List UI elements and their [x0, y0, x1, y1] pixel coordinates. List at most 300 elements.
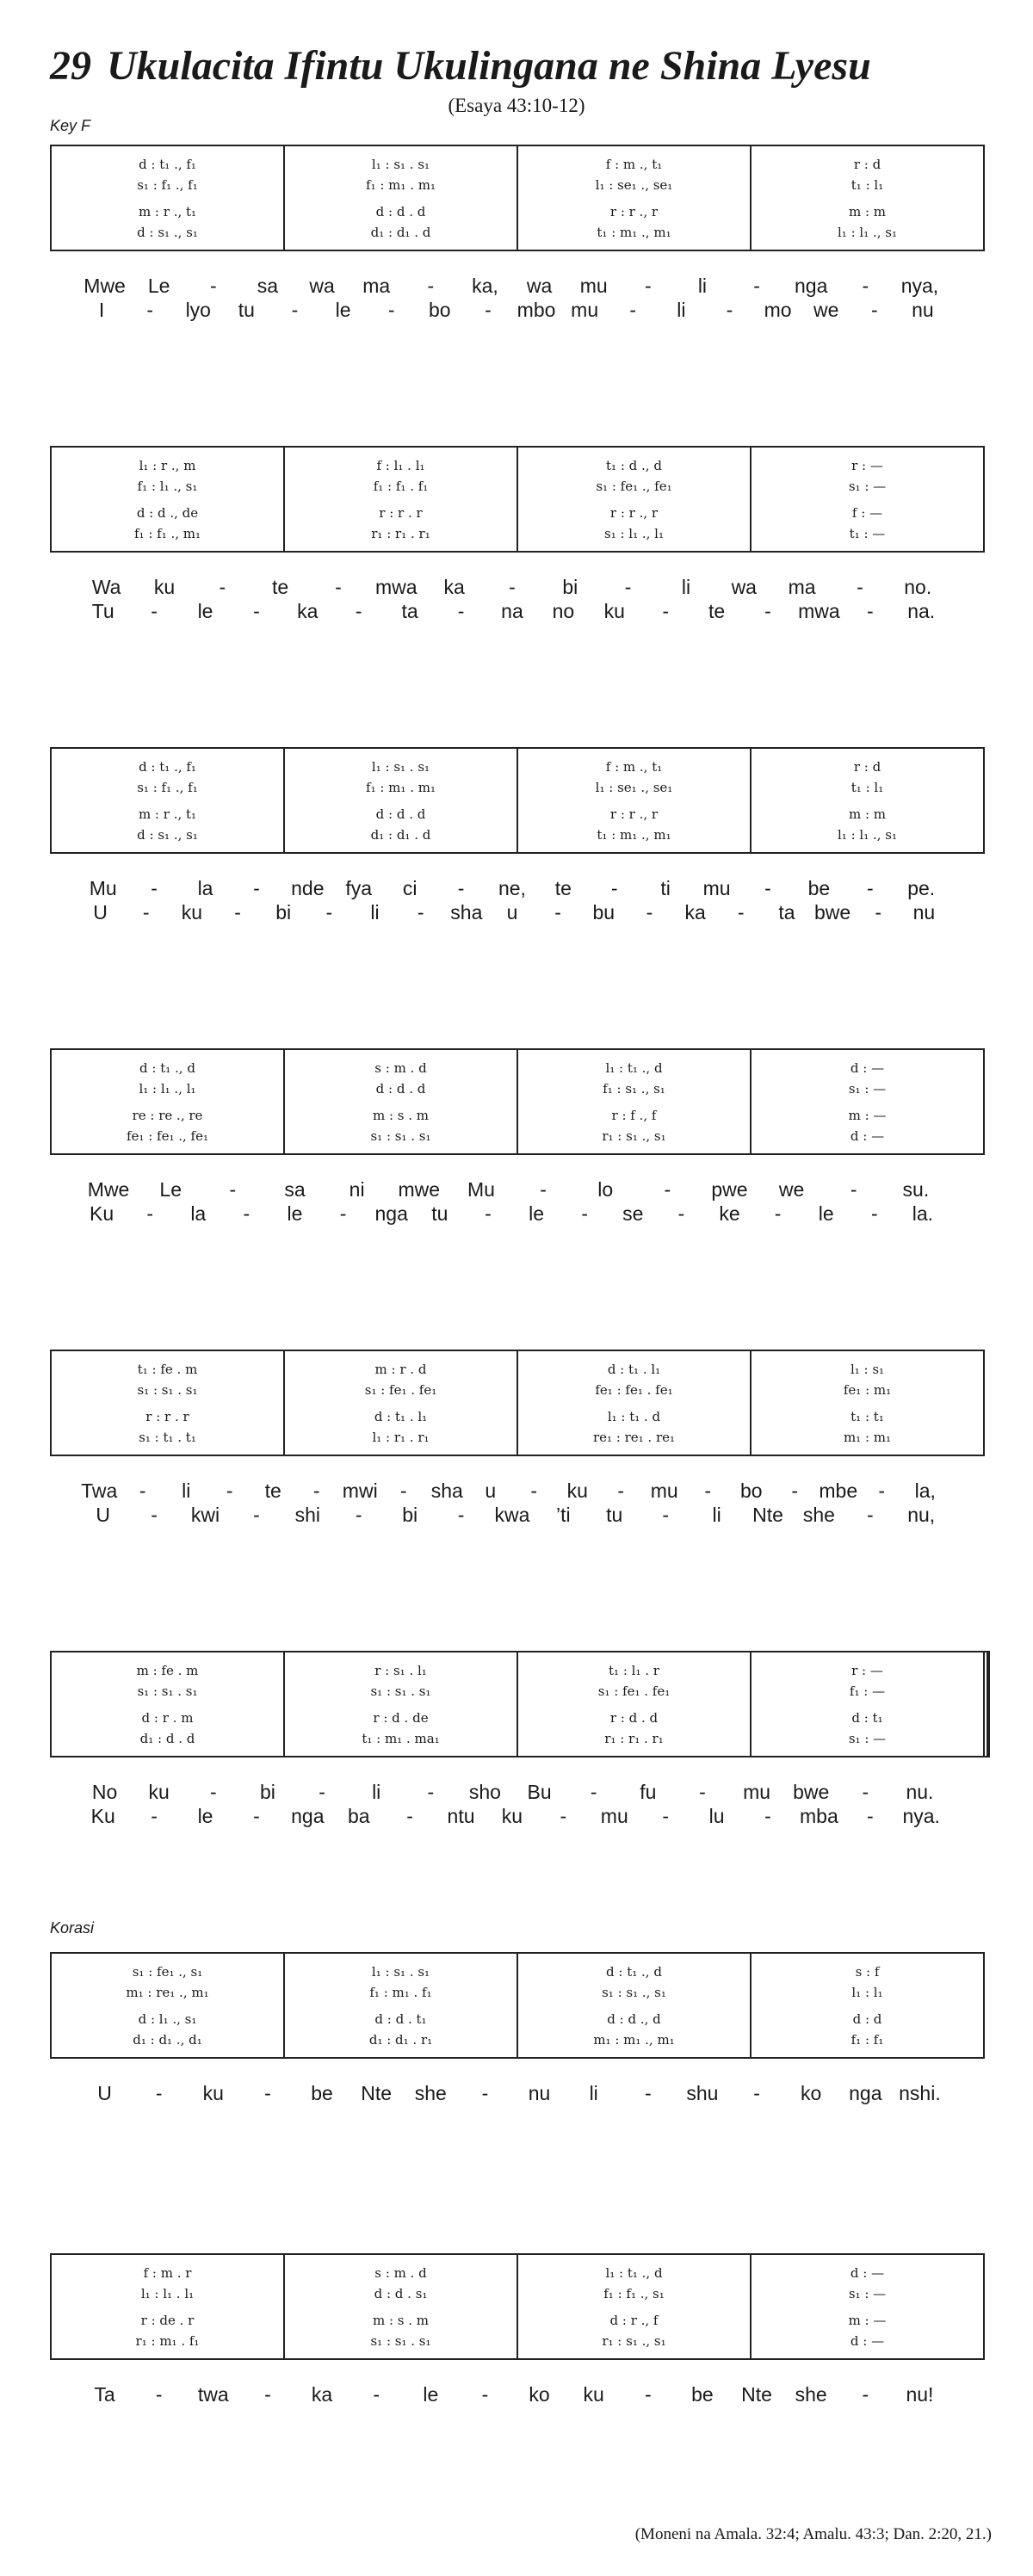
lyric-syllable: Mwe: [84, 275, 126, 297]
voice-notes: [518, 1128, 750, 1145]
voice-notes: [752, 1060, 983, 1077]
solfa-notation: s₁ : fe₁ . fe₁: [597, 1683, 671, 1700]
lyric-syllable: mo: [764, 299, 792, 321]
lyric-line: [77, 1804, 947, 1828]
footer-references: (Moneni na Amala. 32:4; Amalu. 43:3; Dan. 2:20, 21.): [634, 2525, 992, 2543]
solfa-notation: t₁ : l₁: [851, 177, 884, 194]
solfa-notation: r : d: [853, 157, 881, 172]
lyric-syllable: -: [226, 1480, 233, 1502]
lyric-syllable: ku: [603, 600, 625, 622]
lyric-syllable: she: [802, 1504, 835, 1526]
solfa-notation: d : r . m: [141, 1709, 194, 1726]
solfa-notation: l₁ : l₁: [851, 1985, 883, 2001]
lyric-syllable: -: [764, 1805, 771, 1827]
solfa-notation: f₁ : m₁ . m₁: [366, 780, 436, 796]
measure: [518, 1351, 752, 1455]
solfa-notation: l₁ : l₁ . l₁: [140, 2286, 195, 2302]
solfa-notation: f₁ : f₁ ., m₁: [133, 525, 201, 541]
lyric-syllable: shi: [294, 1504, 321, 1526]
solfa-notation: d : d . t₁: [374, 2011, 427, 2027]
voice-notes: [518, 780, 750, 796]
lyric-syllable: nu: [528, 2082, 551, 2104]
solfa-notation: l₁ : se₁ ., se₁: [595, 177, 673, 194]
lyrics-block: [77, 274, 947, 322]
voice-notes: [518, 1731, 750, 1747]
lyric-syllable: mu: [650, 1480, 678, 1502]
lyric-syllable: -: [253, 877, 260, 899]
voice-notes: [518, 2286, 750, 2302]
solfa-notation: fe₁ : fe₁ . fe₁: [595, 1382, 673, 1399]
voice-notes: [518, 526, 750, 542]
voice-notes: [518, 827, 750, 843]
lyric-syllable: -: [737, 901, 745, 924]
solfa-notation: t₁ : t₁: [851, 1408, 884, 1424]
voice-notes: [752, 1985, 983, 2001]
measure: [52, 448, 285, 551]
lyric-syllable: -: [662, 1504, 669, 1526]
voice-notes: [52, 2032, 283, 2048]
lyric-syllable: -: [151, 1805, 158, 1827]
voice-notes: [518, 1683, 750, 1700]
lyric-syllable: te: [264, 1480, 281, 1502]
solfa-notation: r₁ : s₁ ., s₁: [602, 1127, 666, 1144]
lyric-syllable: -: [387, 299, 395, 321]
lyric-syllable: bi: [275, 901, 292, 924]
lyric-syllable: li: [697, 275, 708, 297]
lyrics-block: [77, 1780, 947, 1828]
lyric-syllable: -: [253, 600, 260, 622]
lyric-syllable: mu: [743, 1781, 771, 1803]
lyric-syllable: -: [560, 1805, 567, 1827]
measure: [52, 1954, 285, 2057]
lyric-syllable: nya.: [902, 1805, 940, 1827]
voice-notes: [52, 1710, 283, 1727]
measure: [518, 749, 752, 852]
solfa-notation: re₁ : re₁ . re₁: [592, 1429, 676, 1445]
voice-notes: [752, 1710, 983, 1727]
lyric-syllable: -: [726, 299, 733, 321]
lyric-syllable: li: [370, 901, 380, 924]
lyric-syllable: la.: [912, 1202, 934, 1225]
measure: [518, 448, 752, 551]
lyric-syllable: li: [182, 1480, 191, 1502]
voice-notes: [52, 479, 283, 495]
solfa-notation: s₁ : fe₁ ., fe₁: [596, 479, 672, 495]
lyric-syllable: nga: [795, 275, 828, 297]
solfa-notation: d : r ., f: [609, 2312, 659, 2328]
solfa-notation: r : de . r: [140, 2312, 195, 2328]
lyric-syllable: -: [406, 1805, 413, 1827]
lyric-syllable: sa: [257, 275, 279, 297]
voice-notes: [52, 2265, 283, 2282]
lyric-syllable: mu: [579, 275, 608, 297]
voice-notes: [52, 157, 283, 173]
solfa-notation: r : r ., r: [609, 504, 659, 521]
lyric-syllable: Bu: [527, 1781, 552, 1803]
solfa-notation: d : d . d: [375, 806, 426, 822]
solfa-notation: r₁ : s₁ ., s₁: [602, 2332, 666, 2349]
solfa-notation: re : re ., re: [132, 1107, 203, 1123]
lyric-syllable: sha: [450, 901, 483, 924]
lyric-syllable: ti: [660, 877, 671, 899]
voice-notes: [752, 526, 983, 542]
solfa-notation: m₁ : m₁: [843, 1429, 892, 1445]
solfa-notation: r : f ., f: [611, 1107, 657, 1123]
lyric-syllable: su.: [902, 1178, 930, 1201]
lyric-syllable: ta: [401, 600, 418, 622]
voice-notes: [285, 505, 516, 522]
voice-notes: [285, 1409, 516, 1425]
lyric-syllable: ta: [778, 901, 795, 924]
solfa-notation: f₁ : f₁: [851, 2031, 884, 2048]
lyric-syllable: mu: [571, 299, 599, 321]
voice-notes: [752, 2286, 983, 2302]
lyric-syllable: Ku: [89, 1202, 114, 1225]
solfa-notation: d : t₁ ., f₁: [139, 157, 196, 172]
measure: [752, 448, 983, 551]
voice-notes: [518, 1060, 750, 1077]
solfa-notation: s₁ : fe₁ . fe₁: [364, 1382, 437, 1399]
measure: [285, 1050, 518, 1153]
measure: [285, 749, 518, 852]
lyric-syllable: -: [644, 275, 652, 297]
lyric-line: [77, 1780, 947, 1804]
lyric-syllable: -: [151, 877, 158, 899]
lyric-line: [77, 2382, 947, 2406]
solfa-notation: d : t₁ . l₁: [607, 1362, 661, 1377]
lyric-syllable: -: [355, 600, 362, 622]
solfa-notation: s₁ : fe₁ ., s₁: [132, 1964, 203, 1980]
lyric-syllable: pe.: [907, 877, 936, 899]
voice-notes: [752, 479, 983, 495]
lyric-syllable: ka: [684, 901, 706, 924]
voice-notes: [752, 225, 983, 241]
voice-notes: [52, 1964, 283, 1980]
lyric-syllable: U: [93, 901, 108, 924]
voice-notes: [752, 1108, 983, 1124]
lyric-syllable: shu: [686, 2082, 719, 2104]
lyric-syllable: mu: [702, 877, 731, 899]
solfa-notation: s₁ : s₁ . s₁: [370, 2332, 431, 2349]
voice-notes: [285, 1108, 516, 1124]
lyric-syllable: -: [677, 1202, 685, 1225]
measure: [52, 749, 285, 852]
lyric-syllable: ko: [801, 2082, 822, 2104]
lyric-syllable: -: [155, 2383, 163, 2406]
solfa-notation: l₁ : r₁ . r₁: [372, 1429, 430, 1445]
solfa-notation: m : r ., t₁: [138, 203, 197, 219]
lyric-syllable: nga: [849, 2082, 882, 2104]
lyric-syllable: -: [209, 275, 217, 297]
lyric-syllable: -: [644, 2082, 652, 2104]
lyric-syllable: li: [681, 576, 691, 598]
lyric-syllable: -: [457, 600, 465, 622]
voice-notes: [518, 2011, 750, 2028]
voice-notes: [285, 1710, 516, 1727]
lyric-syllable: -: [610, 877, 618, 899]
lyric-syllable: li: [712, 1504, 721, 1526]
lyric-syllable: -: [151, 1504, 158, 1526]
solfa-notation: l₁ : s₁ . s₁: [371, 1964, 430, 1980]
voice-notes: [52, 1081, 283, 1097]
lyric-syllable: nu!: [906, 2383, 934, 2406]
measure: [518, 1652, 752, 1756]
lyric-syllable: lu: [708, 1805, 725, 1827]
lyric-syllable: -: [774, 1202, 782, 1225]
measure: [518, 1954, 752, 2057]
lyric-syllable: se: [622, 1202, 644, 1225]
solfa-notation: l₁ : s₁ . s₁: [371, 157, 430, 172]
lyric-syllable: ku: [153, 576, 176, 598]
lyric-syllable: -: [862, 2383, 869, 2406]
lyric-syllable: -: [146, 1202, 153, 1225]
lyric-syllable: -: [662, 1805, 669, 1827]
lyric-syllable: -: [355, 1504, 362, 1526]
voice-notes: [518, 2265, 750, 2282]
lyric-syllable: -: [646, 901, 653, 924]
solfa-notation: m₁ : re₁ ., m₁: [126, 1985, 209, 2001]
lyric-syllable: -: [791, 1480, 799, 1502]
lyric-syllable: li: [677, 299, 686, 321]
lyric-syllable: -: [875, 901, 882, 924]
solfa-notation: s : m . d: [374, 2265, 427, 2281]
lyric-syllable: -: [209, 1781, 217, 1803]
solfa-notation: s : f: [855, 1964, 880, 1980]
voice-notes: [518, 1710, 750, 1727]
lyric-syllable: we: [813, 299, 839, 321]
voice-notes: [285, 1128, 516, 1145]
solfa-notation: s₁ : f₁ ., f₁: [137, 780, 198, 796]
lyric-syllable: -: [866, 600, 874, 622]
lyric-syllable: ka: [297, 600, 319, 622]
lyric-syllable: -: [540, 1178, 547, 1201]
measure: [285, 1954, 518, 2057]
lyric-syllable: twa: [197, 2383, 229, 2406]
lyric-syllable: -: [870, 299, 878, 321]
lyric-syllable: ma: [362, 275, 391, 297]
voice-notes: [285, 177, 516, 194]
lyric-syllable: bwe: [793, 1781, 830, 1803]
lyric-syllable: sho: [468, 1781, 501, 1803]
song-title: Ukulacita Ifintu Ukulingana ne Shina Lyesu: [107, 43, 871, 89]
solfa-notation: f₁ : f₁ ., s₁: [603, 2286, 665, 2302]
lyric-syllable: le: [423, 2383, 439, 2406]
lyric-syllable: ku: [583, 2383, 604, 2406]
voice-notes: [52, 780, 283, 796]
lyric-syllable: te: [554, 877, 572, 899]
lyric-line: [77, 274, 947, 298]
solfa-notation: fe₁ : m₁: [843, 1382, 892, 1399]
lyric-syllable: be: [691, 2383, 714, 2406]
lyric-syllable: la: [197, 877, 213, 899]
voice-notes: [52, 1430, 283, 1446]
lyric-syllable: she: [795, 2383, 827, 2406]
lyric-syllable: -: [753, 275, 760, 297]
lyric-syllable: bi: [562, 576, 578, 598]
solfa-notation: d₁ : d₁ . r₁: [368, 2031, 433, 2048]
solfa-notation: s₁ : l₁ ., l₁: [604, 525, 664, 541]
lyrics-block: [77, 2081, 947, 2105]
lyric-syllable: pwe: [711, 1178, 748, 1201]
solfa-notation: s₁ : t₁ . t₁: [139, 1429, 196, 1445]
voice-notes: [52, 2286, 283, 2302]
voice-notes: [518, 2333, 750, 2350]
lyric-syllable: bi: [402, 1504, 418, 1526]
lyric-syllable: -: [704, 1480, 712, 1502]
solfa-notation: s₁ : —: [848, 2286, 887, 2302]
solfa-notation: r₁ : r₁ . r₁: [604, 1730, 664, 1746]
lyric-syllable: ci: [402, 877, 418, 899]
voice-notes: [752, 2313, 983, 2329]
lyric-syllable: sa: [284, 1178, 306, 1201]
lyric-line: [77, 298, 947, 322]
lyric-syllable: ku: [501, 1805, 523, 1827]
measure: [285, 1351, 518, 1455]
solfa-notation: t₁ : d ., d: [606, 458, 662, 473]
voice-notes: [285, 204, 516, 220]
voice-notes: [52, 505, 283, 522]
lyric-syllable: -: [857, 576, 863, 598]
solfa-notation: s₁ : —: [848, 1081, 887, 1097]
lyric-syllable: Nte: [741, 2383, 772, 2406]
lyric-syllable: fya: [345, 877, 373, 899]
lyrics-block: [77, 1479, 947, 1527]
scripture-reference: (Esaya 43:10-12): [448, 95, 585, 116]
lyric-syllable: kwi: [190, 1504, 220, 1526]
voice-notes: [52, 1108, 283, 1124]
key-signature: Key F: [50, 117, 91, 134]
measure: [752, 749, 983, 852]
lyric-syllable: Le: [159, 1178, 182, 1201]
lyric-line: [77, 1177, 947, 1202]
solfa-notation: d : l₁ ., s₁: [138, 2011, 197, 2027]
lyric-syllable: -: [617, 1480, 625, 1502]
measure: [52, 1351, 285, 1455]
lyric-syllable: -: [530, 1480, 538, 1502]
lyric-syllable: -: [662, 600, 669, 622]
solfa-notation: fe₁ : fe₁ ., fe₁: [127, 1127, 208, 1144]
voice-notes: [52, 458, 283, 474]
voice-notes: [285, 225, 516, 241]
voice-notes: [752, 458, 983, 474]
voice-notes: [752, 505, 983, 522]
lyric-syllable: Ku: [90, 1805, 115, 1827]
lyric-syllable: -: [325, 901, 333, 924]
voice-notes: [52, 526, 283, 542]
lyric-syllable: mbo: [516, 299, 556, 321]
lyric-syllable: -: [764, 600, 771, 622]
measure: [518, 2255, 752, 2358]
voice-notes: [285, 2286, 516, 2302]
voice-notes: [518, 1430, 750, 1446]
lyric-syllable: Ta: [94, 2383, 115, 2406]
solfa-notation: f₁ : f₁ . f₁: [373, 479, 429, 495]
lyric-syllable: wa: [309, 275, 335, 297]
voice-notes: [518, 157, 750, 173]
lyric-line: [77, 1503, 947, 1527]
lyric-syllable: Nte: [361, 2082, 393, 2104]
voice-notes: [752, 1430, 983, 1446]
lyric-syllable: -: [554, 901, 561, 924]
lyric-syllable: wa: [526, 275, 553, 297]
lyric-syllable: le: [287, 1202, 303, 1225]
solfa-notation: s₁ : s₁ . s₁: [137, 1683, 198, 1700]
voice-notes: [518, 479, 750, 495]
solfa-notation: f₁ : s₁ ., s₁: [603, 1081, 665, 1097]
voice-notes: [285, 1362, 516, 1378]
voice-notes: [52, 1731, 283, 1747]
solfa-notation: r : d . de: [373, 1709, 429, 1726]
solfa-notation: r : d . d: [609, 1709, 659, 1726]
solfa-notation: s : m . d: [374, 1060, 427, 1076]
voice-notes: [518, 1362, 750, 1378]
lyric-syllable: u: [506, 901, 518, 924]
solfa-notation: d : d ., d: [607, 2011, 661, 2027]
voice-notes: [52, 1128, 283, 1145]
voice-notes: [285, 1683, 516, 1700]
lyric-syllable: I: [98, 299, 105, 321]
lyric-syllable: mwi: [342, 1480, 378, 1502]
lyric-syllable: -: [264, 2082, 271, 2104]
voice-notes: [518, 1081, 750, 1097]
voice-notes: [52, 1985, 283, 2001]
solfa-notation: d : s₁ ., s₁: [137, 826, 198, 843]
lyrics-block: [77, 2382, 947, 2406]
voice-notes: [518, 2032, 750, 2048]
lyric-syllable: bo: [739, 1480, 763, 1502]
voice-notes: [52, 806, 283, 823]
measure: [285, 448, 518, 551]
lyric-syllable: na.: [907, 600, 936, 622]
measure: [752, 1050, 983, 1153]
lyric-syllable: mwa: [798, 600, 840, 622]
voice-notes: [52, 1060, 283, 1077]
lyric-syllable: -: [862, 275, 869, 297]
voice-notes: [285, 1382, 516, 1399]
lyric-syllable: -: [629, 299, 637, 321]
lyric-syllable: -: [699, 1781, 706, 1803]
voice-notes: [752, 1731, 983, 1747]
voice-notes: [518, 759, 750, 775]
solfa-notation: s₁ : s₁ ., s₁: [602, 1985, 666, 2001]
solfa-notation: r : —: [851, 458, 883, 473]
lyric-syllable: la,: [914, 1480, 936, 1502]
voice-notes: [285, 1964, 516, 1980]
voice-notes: [285, 759, 516, 775]
lyric-syllable: -: [753, 2082, 760, 2104]
voice-notes: [285, 1430, 516, 1446]
solfa-notation: d : d . s₁: [374, 2286, 428, 2302]
voice-notes: [518, 1382, 750, 1399]
solfa-notation: d₁ : d₁ . d: [370, 826, 431, 843]
solfa-notation: s₁ : —: [848, 479, 887, 495]
lyric-syllable: nu,: [907, 1504, 936, 1526]
staff-system-6: [50, 1651, 990, 1757]
solfa-notation: l₁ : l₁ ., s₁: [838, 224, 897, 240]
solfa-notation: d : t₁ . l₁: [374, 1408, 428, 1424]
voice-notes: [752, 157, 983, 173]
solfa-notation: f : m ., t₁: [605, 759, 663, 775]
lyric-syllable: -: [151, 600, 158, 622]
lyric-line: [77, 1202, 947, 1226]
solfa-notation: r : —: [851, 1663, 883, 1678]
lyric-syllable: -: [243, 1202, 251, 1225]
voice-notes: [752, 204, 983, 220]
voice-notes: [285, 526, 516, 542]
lyric-line: [77, 599, 947, 623]
staff-system-3: [50, 747, 985, 854]
lyric-syllable: -: [509, 576, 516, 598]
